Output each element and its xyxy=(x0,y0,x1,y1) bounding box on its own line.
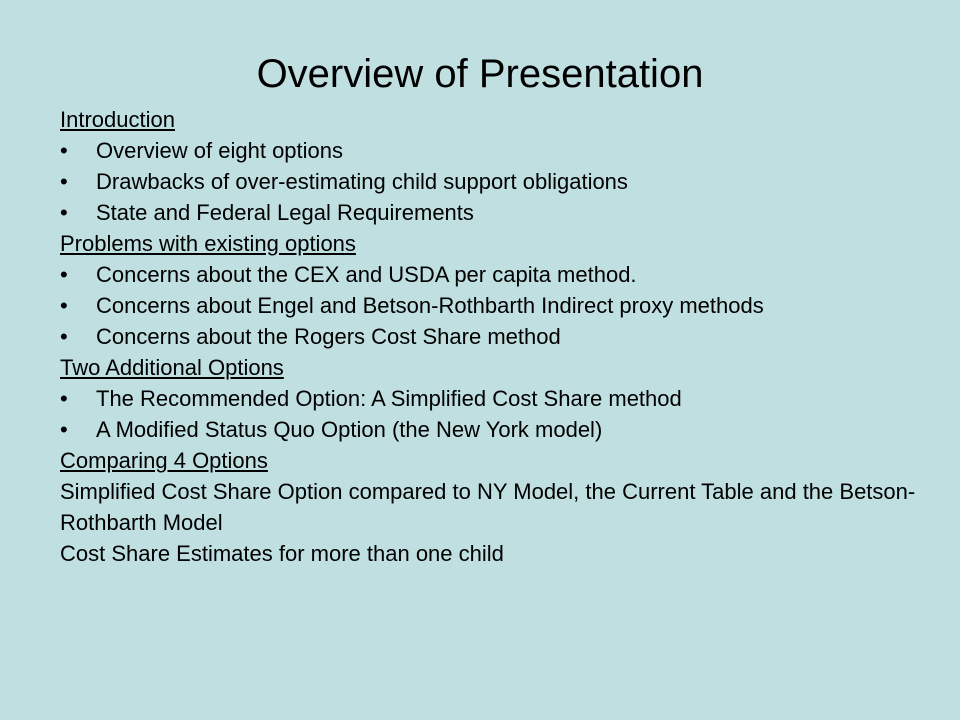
slide-content xyxy=(60,104,920,569)
bullet-text: A Modified Status Quo Option (the New York model) xyxy=(96,417,603,442)
paragraph-text: Cost Share Estimates for more than one child xyxy=(60,541,504,566)
bullet-icon: • xyxy=(60,417,68,442)
bullet-icon: • xyxy=(60,262,68,287)
section-heading-introduction: Introduction xyxy=(60,107,175,132)
bullet-text: Drawbacks of over-estimating child support obligations xyxy=(96,169,628,194)
bullet-icon: • xyxy=(60,200,68,225)
section-heading-additional-options: Two Additional Options xyxy=(60,355,284,380)
bullet-text: State and Federal Legal Requirements xyxy=(96,200,474,225)
bullet-icon: • xyxy=(60,293,68,318)
bullet-text: Overview of eight options xyxy=(96,138,344,163)
bullet-item xyxy=(60,414,920,445)
bullet-text: Concerns about the Rogers Cost Share method xyxy=(96,324,561,349)
bullet-text: The Recommended Option: A Simplified Cost Share method xyxy=(96,386,682,411)
section-heading-problems: Problems with existing options xyxy=(60,231,356,256)
bullet-text: Concerns about Engel and Betson-Rothbarth Indirect proxy methods xyxy=(96,293,764,318)
bullet-item xyxy=(60,321,920,352)
bullet-item xyxy=(60,197,920,228)
bullet-text: Concerns about the CEX and USDA per capita method. xyxy=(96,262,637,287)
bullet-item xyxy=(60,383,920,414)
slide-title: Overview of Presentation xyxy=(256,52,704,96)
paragraph-text: Simplified Cost Share Option compared to NY Model, the Current Table and the Betson-Rothbarth Model xyxy=(60,479,916,535)
bullet-item xyxy=(60,290,920,321)
bullet-item xyxy=(60,259,920,290)
bullet-icon: • xyxy=(60,324,68,349)
bullet-icon: • xyxy=(60,169,68,194)
bullet-icon: • xyxy=(60,386,68,411)
bullet-item xyxy=(60,166,920,197)
bullet-item xyxy=(60,135,920,166)
bullet-icon: • xyxy=(60,138,68,163)
section-heading-comparing-options: Comparing 4 Options xyxy=(60,448,268,473)
